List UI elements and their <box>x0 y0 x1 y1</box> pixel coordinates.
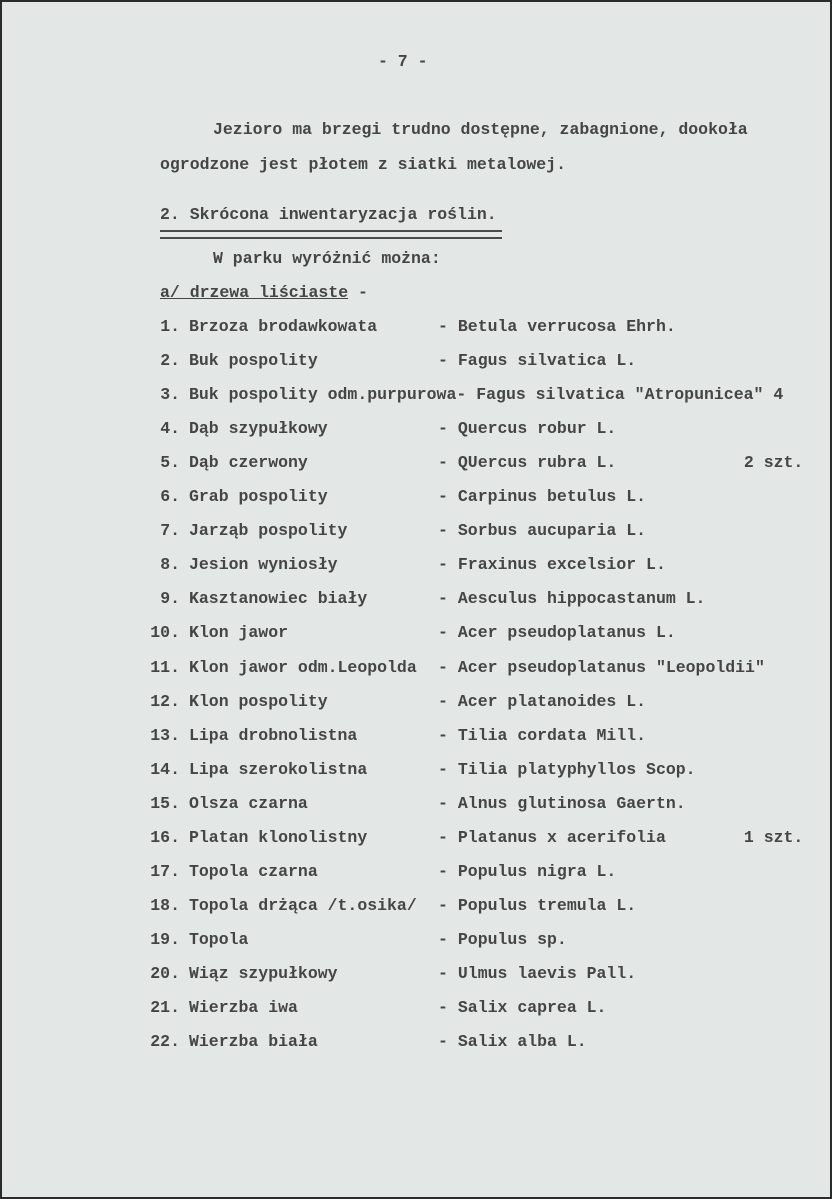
latin-name: Betula verrucosa Ehrh. <box>457 317 676 336</box>
item-number: 1. <box>160 317 180 336</box>
common-name: Brzoza brodawkowata <box>189 317 378 336</box>
item-line <box>189 998 744 1018</box>
separator-dash: - <box>438 1032 448 1052</box>
item-line <box>189 521 744 541</box>
latin-name: Fagus silvatica L. <box>457 351 637 371</box>
item-line <box>189 794 744 814</box>
separator-dash: - <box>456 385 467 405</box>
list-item <box>2 385 830 407</box>
separator-dash: - <box>438 861 448 881</box>
item-line <box>189 862 744 882</box>
subsection-suffix: - <box>348 283 368 302</box>
list-item <box>2 828 830 850</box>
latin-name: QUercus rubra L. <box>457 453 617 473</box>
item-number: 3. <box>160 385 180 405</box>
latin-name: Acer pseudoplatanus "Leopoldii" <box>457 657 765 677</box>
list-item <box>2 692 830 714</box>
item-line <box>189 658 775 678</box>
item-line <box>189 589 744 609</box>
separator-dash: - <box>438 419 448 439</box>
item-number: 15. <box>150 793 180 813</box>
latin-name: Sorbus aucuparia L. <box>457 521 647 541</box>
heading-double-underline <box>160 230 502 239</box>
common-name: Buk pospolity odm.purpurowa <box>189 385 457 405</box>
item-line <box>189 726 744 746</box>
list-item <box>2 896 830 918</box>
latin-name: Salix alba L. <box>457 1032 587 1052</box>
common-name: Wierzba iwa <box>189 998 298 1017</box>
common-name: Topola <box>189 929 249 949</box>
paragraph-line-2: ogrodzone jest płotem z siatki metalowej. <box>160 155 566 174</box>
separator-dash: - <box>438 555 448 575</box>
item-line <box>189 555 744 575</box>
common-name: Jesion wyniosły <box>189 555 338 575</box>
item-number: 4. <box>160 419 180 439</box>
list-item <box>2 453 830 475</box>
item-number: 9. <box>160 589 180 609</box>
common-name: Dąb czerwony <box>189 453 308 473</box>
item-number: 19. <box>150 929 180 949</box>
separator-dash: - <box>438 998 448 1017</box>
latin-name: Populus nigra L. <box>457 861 617 881</box>
section-heading: 2. Skrócona inwentaryzacja roślin. <box>160 205 497 224</box>
item-line <box>189 692 744 712</box>
list-item <box>2 726 830 748</box>
item-count: 2 szt. <box>743 453 804 473</box>
intro-text: W parku wyróżnić można: <box>213 249 441 268</box>
common-name: Topola czarna <box>189 861 318 881</box>
common-name: Grab pospolity <box>189 487 328 507</box>
separator-dash: - <box>438 793 448 813</box>
separator-dash: - <box>438 759 448 779</box>
separator-dash: - <box>438 691 448 711</box>
item-number: 10. <box>150 623 180 643</box>
latin-name: Alnus glutinosa Gaertn. <box>457 793 686 813</box>
item-number: 11. <box>150 657 180 677</box>
list-item <box>2 760 830 782</box>
item-number: 20. <box>150 963 180 983</box>
list-item <box>2 555 830 577</box>
common-name: Dąb szypułkowy <box>189 419 328 439</box>
item-line <box>189 623 744 643</box>
common-name: Platan klonolistny <box>189 827 368 847</box>
item-number: 13. <box>150 725 180 745</box>
item-number: 2. <box>160 351 180 371</box>
item-line <box>189 760 744 780</box>
separator-dash: - <box>438 963 448 983</box>
separator-dash: - <box>438 725 448 745</box>
item-line <box>189 487 744 507</box>
latin-name: Populus tremula L. <box>457 895 637 915</box>
item-number: 17. <box>150 861 180 881</box>
item-line <box>189 896 744 916</box>
item-line <box>189 1032 744 1052</box>
common-name: Kasztanowiec biały <box>189 589 368 609</box>
list-item <box>2 317 830 339</box>
list-item <box>2 964 830 986</box>
common-name: Klon jawor odm.Leopolda <box>189 657 417 677</box>
common-name: Buk pospolity <box>189 351 318 371</box>
separator-dash: - <box>438 657 448 677</box>
common-name: Topola drżąca /t.osika/ <box>189 895 417 915</box>
paragraph-line-1: Jezioro ma brzegi trudno dostępne, zabagnione, dookoła <box>213 120 748 139</box>
item-count: 4 <box>773 385 784 405</box>
item-line <box>189 385 783 405</box>
item-number: 21. <box>150 998 180 1017</box>
list-item <box>2 589 830 611</box>
list-item <box>2 487 830 509</box>
item-number: 5. <box>160 453 180 473</box>
list-item <box>2 623 830 645</box>
list-item <box>2 794 830 816</box>
latin-name: Aesculus hippocastanum L. <box>457 589 706 609</box>
separator-dash: - <box>438 487 448 507</box>
common-name: Wiąz szypułkowy <box>189 963 338 983</box>
common-name: Klon jawor <box>189 623 289 643</box>
item-number: 6. <box>160 487 180 507</box>
separator-dash: - <box>438 351 448 371</box>
list-item <box>2 658 830 680</box>
latin-name: Fagus silvatica "Atropunicea" <box>476 385 764 405</box>
common-name: Klon pospolity <box>189 691 328 711</box>
separator-dash: - <box>438 317 448 336</box>
item-number: 14. <box>150 759 180 779</box>
separator-dash: - <box>438 623 448 643</box>
item-line <box>189 453 803 473</box>
latin-name: Acer platanoides L. <box>457 691 647 711</box>
list-item <box>2 930 830 952</box>
separator-dash: - <box>438 589 448 609</box>
latin-name: Populus sp. <box>457 929 567 949</box>
latin-name: Fraxinus excelsior L. <box>457 555 666 575</box>
separator-dash: - <box>438 453 448 473</box>
latin-name: Tilia platyphyllos Scop. <box>457 759 696 779</box>
common-name: Lipa drobnolistna <box>189 725 358 745</box>
list-item <box>2 521 830 543</box>
item-line <box>189 351 744 371</box>
item-line <box>189 930 744 950</box>
latin-name: Acer pseudoplatanus L. <box>457 623 676 643</box>
item-line <box>189 828 803 848</box>
separator-dash: - <box>438 521 448 541</box>
list-item <box>2 862 830 884</box>
separator-dash: - <box>438 929 448 949</box>
common-name: Lipa szerokolistna <box>189 759 368 779</box>
page-number: - 7 - <box>378 52 428 71</box>
subsection-heading <box>160 283 368 303</box>
document-page <box>2 2 830 1197</box>
latin-name: Platanus x acerifolia <box>457 827 666 847</box>
list-item <box>2 998 830 1020</box>
list-item <box>2 1032 830 1054</box>
item-line <box>189 964 744 984</box>
latin-name: Quercus robur L. <box>457 419 617 439</box>
separator-dash: - <box>438 895 448 915</box>
item-number: 22. <box>150 1032 180 1052</box>
item-number: 8. <box>160 555 180 575</box>
common-name: Wierzba biała <box>189 1032 318 1052</box>
item-count: 1 szt. <box>743 827 804 847</box>
latin-name: Tilia cordata Mill. <box>457 725 647 745</box>
item-number: 16. <box>150 827 180 847</box>
item-line <box>189 317 744 337</box>
list-item <box>2 419 830 441</box>
subsection-label: a/ drzewa liściaste <box>160 283 349 302</box>
item-number: 12. <box>150 691 180 711</box>
common-name: Olsza czarna <box>189 793 308 813</box>
item-number: 7. <box>160 521 180 541</box>
item-number: 18. <box>150 895 180 915</box>
item-line <box>189 419 744 439</box>
latin-name: Carpinus betulus L. <box>457 487 647 507</box>
latin-name: Ulmus laevis Pall. <box>457 963 637 983</box>
common-name: Jarząb pospolity <box>189 521 348 541</box>
list-item <box>2 351 830 373</box>
latin-name: Salix caprea L. <box>457 998 607 1017</box>
separator-dash: - <box>438 827 448 847</box>
